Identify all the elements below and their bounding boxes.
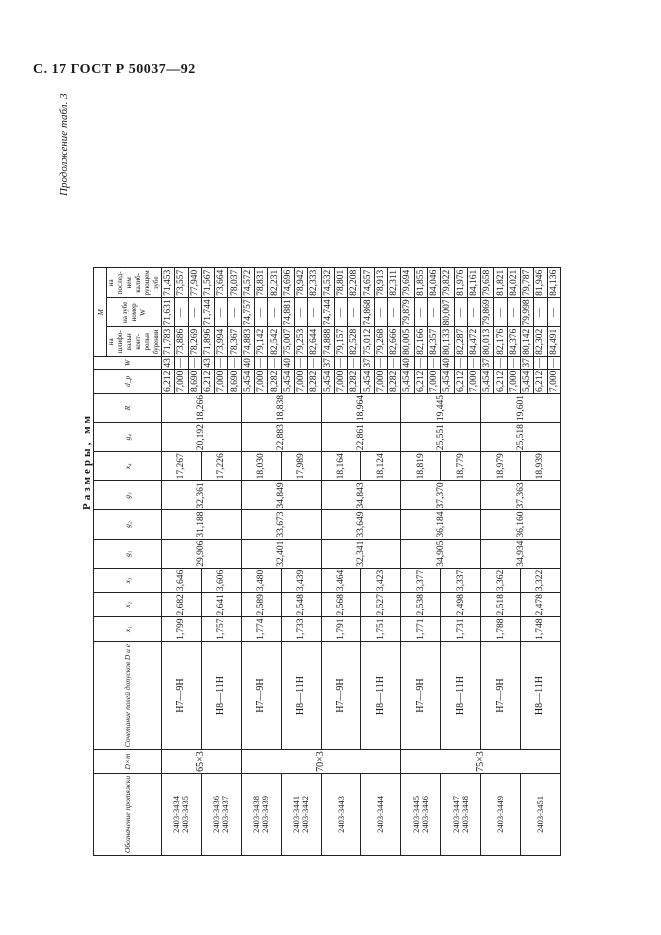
cell-g2: 33,649 [321,510,401,539]
cell-m1: 82,542 [269,328,280,355]
cell-g4: 22,861 [321,423,401,452]
cell-m3: 74,532 [322,269,333,296]
cell-code: 2403-3441 2403-3442 [281,773,321,855]
cell-tolerance: H8—11H [441,641,481,749]
cell-code: 2403-3444 [361,773,401,855]
cell-w: — [389,358,400,368]
cell-g4: 20,192 [162,423,242,452]
table-caption: Продолжение табл. 3 [58,93,70,196]
cell-m2: 74,881 [282,299,293,326]
cell-m2: 80,007 [442,299,453,326]
col-header-x4: x₄ [94,452,162,481]
cell-x4: 18,164 [321,452,361,481]
cell-x1: 1,774 [241,617,281,641]
cell-w: — [455,358,466,368]
cell-m1: 79,268 [375,328,386,355]
cell-g2: 36,184 [401,510,481,539]
cell-tolerance: H7—9H [481,641,521,749]
cell-dxm: 70×3 [241,750,401,774]
cell-m3: 82,208 [349,269,360,296]
data-table-rotated [93,267,561,856]
cell-m3: 77,940 [189,269,200,296]
cell-m2: 74,868 [362,299,373,326]
cell-dp: 7,000 [336,370,346,392]
cell-w: — [296,358,307,368]
cell-m3: 73,664 [216,269,227,296]
cell-x1: 1,771 [401,617,441,641]
cell-x1: 1,791 [321,617,361,641]
cell-r: 18,964 [321,394,401,423]
col-header-dp: d_p [94,369,162,393]
cell-m1: 78,367 [229,328,240,355]
col-header-g3: g₃ [94,481,162,510]
cell-g3: 34,849 [241,481,321,510]
cell-dxm: 65×3 [162,750,242,774]
cell-m1: 84,376 [508,328,519,355]
cell-r: 19,445 [401,394,481,423]
cell-g3: 32,361 [162,481,242,510]
cell-w: — [269,358,280,368]
cell-g1: 32,401 [241,539,321,568]
cell-x3: 3,480 [241,568,281,592]
cell-m1: 80,133 [442,328,453,355]
cell-x4: 18,939 [521,452,561,481]
cell-m3: 84,046 [429,269,440,296]
cell-m3: 74,696 [282,269,293,296]
cell-w: 37 [522,358,533,368]
cell-code: 2403-3438 2403-3439 [241,773,281,855]
cell-dp: 7,000 [468,370,479,392]
cell-m3: 82,333 [309,269,320,296]
cell-m3: 79,822 [442,269,453,296]
cell-dp: 5,454 [282,370,293,392]
cell-g1: 34,905 [401,539,481,568]
cell-m3: 74,572 [242,269,253,296]
cell-x2: 2,538 [401,593,441,617]
cell-code: 2403-3445 2403-3446 [401,773,441,855]
cell-m1: 80,013 [482,328,493,355]
cell-dp: 6,212 [163,370,174,392]
cell-dp: 7,000 [256,370,267,392]
page-header: С. 17 ГОСТ Р 50037—92 [33,62,196,77]
cell-m2: — [507,298,520,327]
cell-w: — [375,358,386,368]
cell-x2: 2,498 [441,593,481,617]
cell-m3: 78,942 [296,269,307,296]
cell-m2: — [334,298,347,327]
cell-m2: — [215,298,228,327]
cell-x1: 1,757 [201,617,241,641]
cell-tolerance: H7—9H [241,641,281,749]
cell-x1: 1,788 [481,617,521,641]
cell-x2: 2,568 [321,593,361,617]
cell-w: — [189,358,200,368]
cell-dp: 6,212 [495,370,506,392]
cell-tolerance: H7—9H [401,641,441,749]
cell-m3: 79,787 [522,269,533,296]
col-header-g4: g₄ [94,423,162,452]
cell-x2: 2,682 [162,593,202,617]
cell-code: 2403-3449 [481,773,521,855]
cell-m3: 71,567 [203,269,214,296]
cell-dp: 8,282 [389,370,400,392]
cell-x4: 18,979 [481,452,521,481]
cell-dp: 7,000 [216,370,227,392]
cell-m2: — [467,298,480,327]
cell-dp: 5,454 [322,370,333,392]
col-header-x3: x₃ [94,568,162,592]
col-header-w: W [94,357,162,370]
table-row [401,268,414,856]
cell-x2: 2,518 [481,593,521,617]
cell-code: 2403-3436 2403-3437 [201,773,241,855]
cell-m2: — [388,298,401,327]
col-header-dxm: D×m [94,750,162,774]
cell-g1: 34,934 [481,539,561,568]
cell-w: — [468,358,479,368]
cell-w: 43 [203,358,214,368]
cell-m2: — [494,298,507,327]
cell-r: 18,266 [162,394,242,423]
cell-w: 40 [442,358,453,368]
cell-dp: 8,282 [349,370,360,392]
cell-m2: 79,879 [402,299,413,326]
col-header-m3: на послед-нем калиб-рующем зубе [107,268,162,298]
cell-m3: 84,136 [548,269,559,296]
cell-tolerance: H8—11H [281,641,321,749]
cell-m2: — [454,298,467,327]
cell-dp: 5,454 [362,370,373,392]
cell-m2: 71,631 [163,299,174,326]
cell-dp: 7,000 [429,370,440,392]
cell-code: 2403-3443 [321,773,361,855]
cell-code: 2403-3447 2403-3448 [441,773,481,855]
cell-x2: 2,478 [521,593,561,617]
cell-m3: 81,946 [535,269,546,296]
cell-m1: 82,666 [389,328,400,355]
cell-dp: 7,000 [296,370,307,392]
cell-x2: 2,548 [281,593,321,617]
cell-dp: 7,000 [508,370,519,392]
cell-m1: 73,886 [176,328,187,355]
col-header-m1: на шлифо-вальн конт-рольн бурении [107,327,162,357]
cell-x4: 17,267 [162,452,202,481]
cell-w: — [349,358,360,368]
cell-m1: 82,302 [535,328,546,355]
cell-g4: 22,883 [241,423,321,452]
cell-m1: 71,783 [163,328,174,355]
cell-m1: 75,007 [282,328,293,355]
cell-dp: 6,212 [415,370,426,392]
cell-x3: 3,439 [281,568,321,592]
cell-w: — [429,358,440,368]
cell-m2: — [228,298,241,327]
cell-m2: 79,998 [522,299,533,326]
cell-g3: 37,363 [481,481,561,510]
cell-m2: — [547,298,560,327]
cell-m3: 78,831 [256,269,267,296]
cell-m1: 73,994 [216,328,227,355]
group-title: Размеры, мм [81,412,93,510]
cell-w: — [176,358,187,368]
cell-x3: 3,606 [201,568,241,592]
cell-m1: 84,491 [548,328,559,355]
cell-x3: 3,337 [441,568,481,592]
cell-g2: 33,673 [241,510,321,539]
cell-x3: 3,423 [361,568,401,592]
cell-x2: 2,641 [201,593,241,617]
cell-x1: 1,751 [361,617,401,641]
cell-w: 37 [322,358,333,368]
cell-w: — [336,358,346,368]
cell-m1: 71,896 [203,328,214,355]
cell-m1: 80,005 [402,328,413,355]
cell-tolerance: H8—11H [361,641,401,749]
cell-m1: 79,253 [296,328,307,355]
col-header-m: M [94,268,107,357]
cell-tolerance: H8—11H [521,641,561,749]
cell-dxm: 75×3 [401,750,561,774]
cell-m2: — [255,298,268,327]
cell-m3: 73,557 [176,269,187,296]
table-body [162,268,561,856]
cell-w: 43 [163,358,174,368]
cell-g2: 36,160 [481,510,561,539]
cell-w: — [415,358,426,368]
cell-m2: — [294,298,307,327]
cell-dp: 7,000 [375,370,386,392]
cell-m1: 82,287 [455,328,466,355]
cell-m1: 84,357 [429,328,440,355]
cell-m1: 78,269 [189,328,200,355]
cell-dp: 5,454 [402,370,413,392]
cell-g4: 25,551 [401,423,481,452]
cell-code: 2403-3451 [521,773,561,855]
cell-x1: 1,731 [441,617,481,641]
cell-w: — [216,358,227,368]
cell-m3: 82,231 [269,269,280,296]
cell-m2: 74,744 [322,299,333,326]
cell-dp: 6,212 [203,370,214,392]
cell-m2: — [414,298,427,327]
cell-dp: 7,000 [176,370,187,392]
cell-m3: 84,021 [508,269,519,296]
cell-dp: 8,282 [269,370,280,392]
cell-x4: 18,819 [401,452,441,481]
cell-x1: 1,748 [521,617,561,641]
col-header-r: R [94,394,162,423]
cell-x3: 3,322 [521,568,561,592]
cell-w: 40 [282,358,293,368]
cell-dp: 5,454 [442,370,453,392]
cell-m2: 71,744 [203,299,214,326]
cell-dp: 7,000 [548,370,559,392]
cell-dp: 6,212 [455,370,466,392]
cell-g3: 34,843 [321,481,401,510]
col-header-x2: x₂ [94,593,162,617]
cell-dp: 8,282 [309,370,320,392]
cell-m3: 82,311 [388,268,401,298]
cell-m1: 80,142 [522,328,533,355]
cell-m1: 82,644 [309,328,320,355]
cell-tolerance: H8—11H [201,641,241,749]
cell-m1: 79,142 [256,328,267,355]
cell-x2: 2,589 [241,593,281,617]
cell-dp: 8,690 [189,370,200,392]
cell-x4: 18,030 [241,452,281,481]
cell-m1: 84,472 [468,328,479,355]
cell-w: — [535,358,546,368]
cell-g1: 32,341 [321,539,401,568]
cell-m2: — [374,298,387,327]
cell-m3: 79,658 [482,269,493,296]
cell-w: 37 [482,358,493,368]
cell-x4: 17,226 [201,452,241,481]
cell-m1: 74,888 [322,328,333,355]
cell-x3: 3,464 [321,568,361,592]
cell-m1: 82,528 [349,328,360,355]
col-header-g1: g₁ [94,539,162,568]
cell-w: — [508,358,519,368]
cell-w: — [309,358,320,368]
cell-x4: 17,989 [281,452,321,481]
cell-m3: 79,694 [402,269,413,296]
cell-m1: 82,166 [415,328,426,355]
cell-m2: — [188,298,201,327]
cell-tolerance: H7—9H [162,641,202,749]
cell-w: — [229,358,240,368]
cell-x3: 3,377 [401,568,441,592]
cell-m1: 79,157 [336,328,346,355]
col-header-x1: x₁ [94,617,162,641]
cell-m3: 81,821 [495,269,506,296]
cell-m3: 84,161 [468,269,479,296]
cell-m1: 82,176 [495,328,506,355]
data-table [93,267,561,856]
cell-m2: — [534,298,547,327]
table-row [241,268,254,856]
cell-m2: — [348,298,361,327]
col-header-sochet: Сочетание полей допусков D и e [94,641,162,749]
cell-x3: 3,362 [481,568,521,592]
cell-x4: 18,779 [441,452,481,481]
cell-w: — [548,358,559,368]
cell-w: — [256,358,267,368]
cell-w: — [495,358,506,368]
cell-w: 37 [362,358,373,368]
cell-dp: 5,454 [242,370,253,392]
cell-tolerance: H7—9H [321,641,361,749]
cell-m3: 74,657 [362,269,373,296]
cell-x1: 1,733 [281,617,321,641]
cell-r: 19,601 [481,394,561,423]
cell-m2: — [175,298,188,327]
cell-m3: 78,913 [375,269,386,296]
cell-code: 2403-3434 2403-3435 [162,773,202,855]
cell-x1: 1,799 [162,617,202,641]
cell-m3: 81,976 [455,269,466,296]
cell-m2: — [308,298,321,327]
cell-w: 40 [242,358,253,368]
cell-m1: 74,883 [242,328,253,355]
col-header-m2: на зубе номер W [107,298,162,327]
cell-m2: 74,757 [242,299,253,326]
cell-g2: 31,188 [162,510,242,539]
cell-m1: 75,012 [362,328,373,355]
cell-m2: — [268,298,281,327]
cell-w: 40 [402,358,413,368]
cell-g1: 29,906 [162,539,242,568]
cell-m2: — [427,298,440,327]
cell-x4: 18,124 [361,452,401,481]
cell-g4: 25,518 [481,423,561,452]
cell-x3: 3,646 [162,568,202,592]
cell-m3: 81,855 [415,269,426,296]
cell-g3: 37,370 [401,481,481,510]
cell-r: 18,838 [241,394,321,423]
cell-m3: 71,453 [163,269,174,296]
cell-dp: 5,454 [482,370,493,392]
cell-dp: 6,212 [535,370,546,392]
cell-x2: 2,527 [361,593,401,617]
table-row [162,268,175,856]
col-header-g2: g₂ [94,510,162,539]
cell-m3: 78,037 [229,269,240,296]
cell-m3: 78,801 [336,269,346,296]
cell-dp: 8,690 [229,370,240,392]
cell-dp: 5,454 [522,370,533,392]
cell-m2: 79,869 [482,299,493,326]
col-header-oboznach: Обозначение протяжки [94,773,162,855]
